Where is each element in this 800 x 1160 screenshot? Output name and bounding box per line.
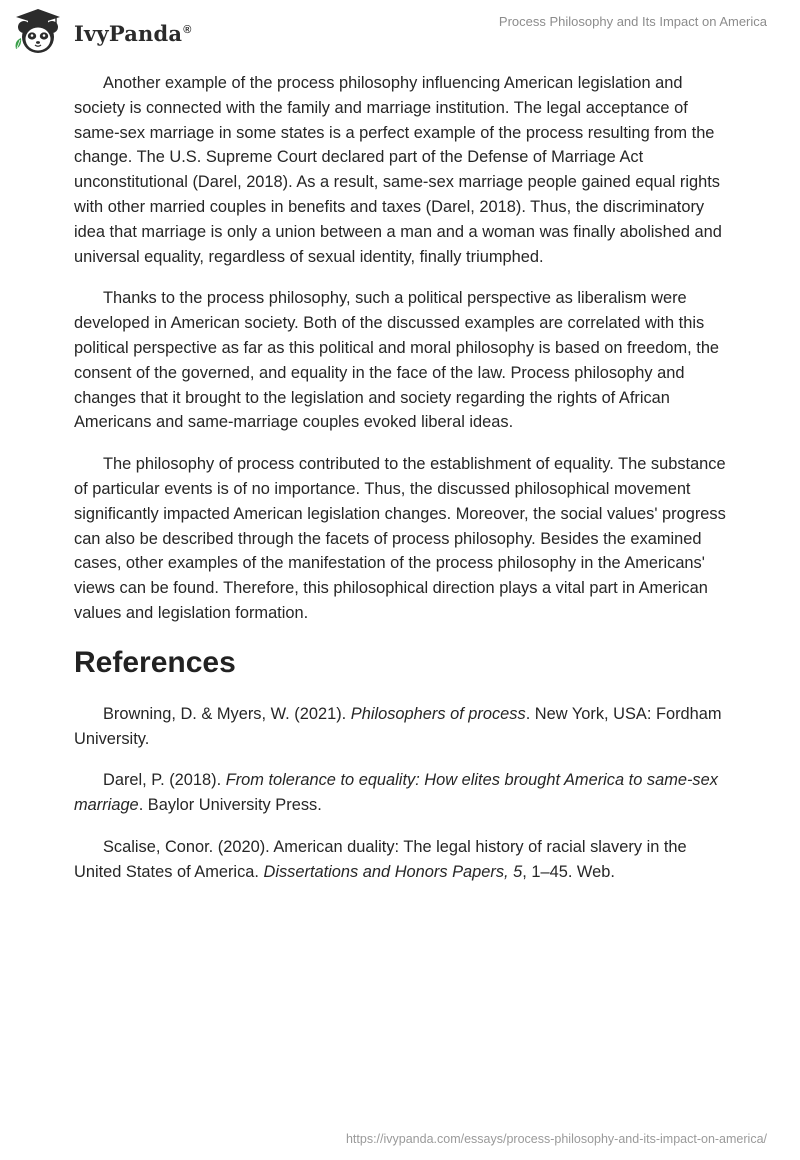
essay-body: [74, 71, 730, 902]
brand-name: IvyPanda®: [74, 20, 192, 46]
references-heading: References: [74, 645, 236, 679]
body-paragraph: Thanks to the process philosophy, such a political perspective as liberalism were developed in American society. Both of the discussed examples are correlated with this political perspective as far as this political and moral philosophy is based on freedom, the consent of the governed, and equality in the face of the law. Process philosophy and changes that it brought to the legislation and society regarding the rights of African Americans and same-marriage couples evoked liberal ideas.: [74, 289, 720, 432]
reference-entry: Scalise, Conor. (2020). American duality: The legal history of racial slavery in the United States of America. Dissertations and Honors Papers, 5, 1–45. Web.: [74, 837, 687, 881]
body-paragraph: Another example of the process philosophy influencing American legislation and society is connected with the family and marriage institution. The legal acceptance of same-sex marriage in some states is a perfect example of the process resulting from the change. The U.S. Supreme Court declared part of the Defense of Marriage Act unconstitutional (Darel, 2018). As a result, same-sex marriage people gained equal rights with other married couples in benefits and taxes (Darel, 2018). Thus, the discriminatory idea that marriage is only a union between a man and a woman was finally abolished and universal equality, regardless of sexual identity, finally triumphed.: [74, 74, 722, 266]
page-header: [0, 0, 800, 62]
reference-entry: Browning, D. & Myers, W. (2021). Philosophers of process. New York, USA: Fordham University.: [74, 704, 722, 748]
body-paragraph: The philosophy of process contributed to the establishment of equality. The substance of particular events is of no importance. Thus, the discussed philosophical movement significantly impacted American legislation changes. Moreover, the social values' progress can also be described through the facets of process philosophy. Besides the examined cases, other examples of the manifestation of the process philosophy in the Americans' views can be found. Therefore, this philosophical direction plays a vital part in American values and legislation formation.: [74, 455, 726, 622]
source-url-link[interactable]: https://ivypanda.com/essays/process-philosophy-and-its-impact-on-america/: [345, 1132, 767, 1146]
document-title: Process Philosophy and Its Impact on America: [498, 14, 767, 29]
reference-entry: Darel, P. (2018). From tolerance to equality: How elites brought America to same-sex marriage. Baylor University Press.: [74, 771, 718, 815]
brand-logo[interactable]: [12, 7, 192, 57]
panda-graduate-icon: [12, 7, 66, 57]
